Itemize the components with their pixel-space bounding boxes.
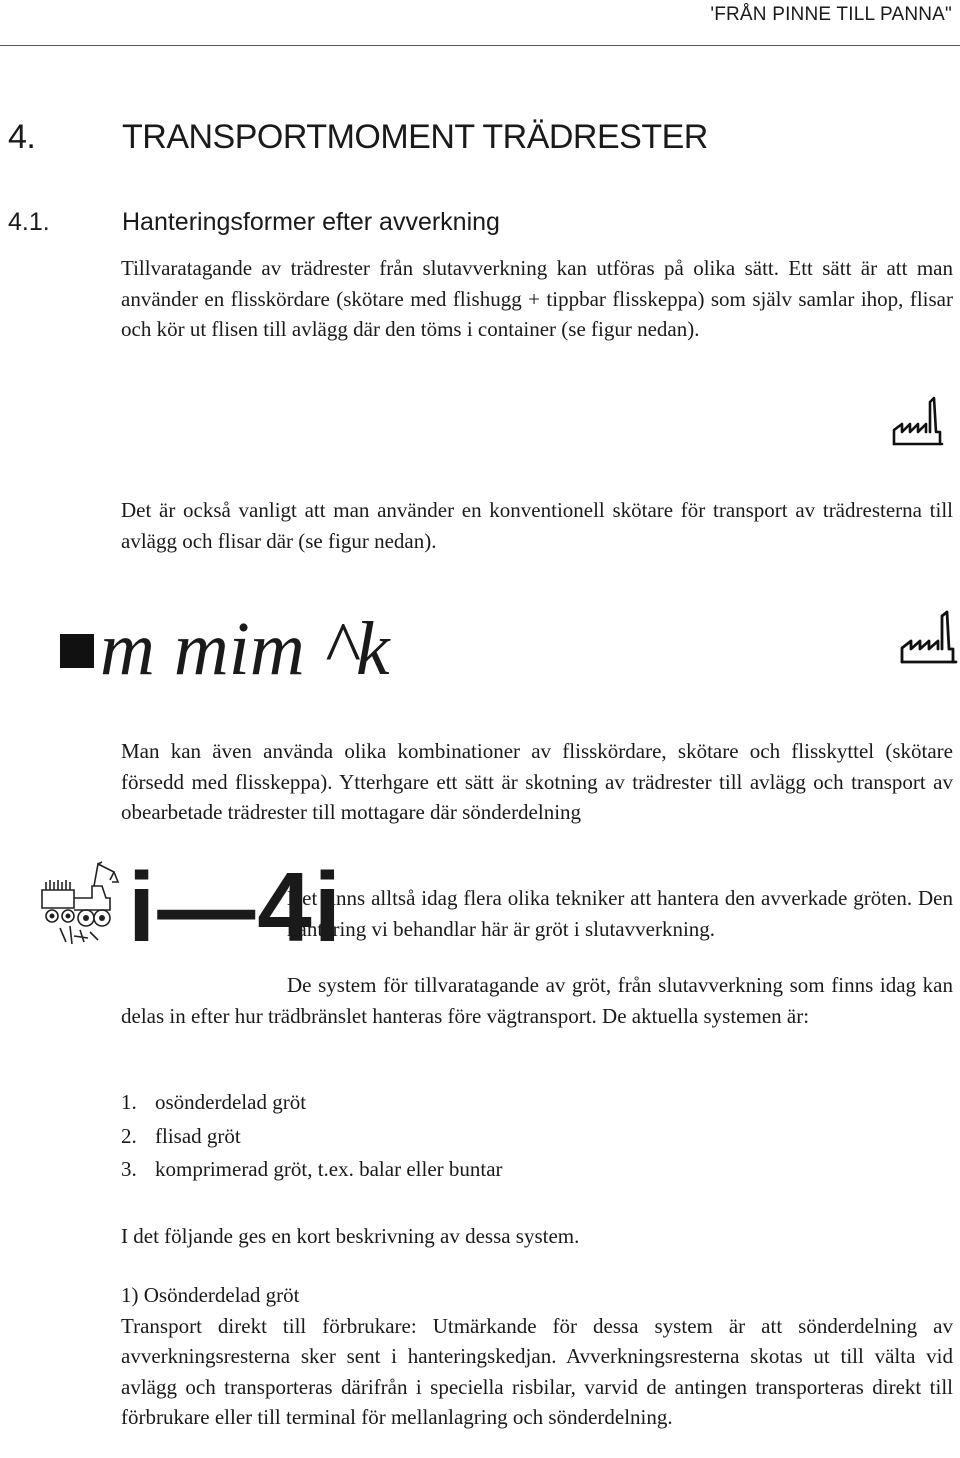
- section-number: 4.1.: [8, 208, 50, 236]
- section-heading: [8, 208, 500, 237]
- paragraph-4: Det finns alltså idag flera olika tekniker att hantera den avverkade gröten. Den hantering vi behandlar här är gröt i slutavverkning.: [287, 886, 953, 941]
- paragraph-6: I det följande ges en kort beskrivning av dessa system.: [121, 1224, 580, 1248]
- list-item: 1. osönderdelad gröt: [121, 1090, 307, 1114]
- chapter-title: TRANSPORTMOMENT TRÄDRESTER: [122, 118, 708, 156]
- forwarder-machine-icon: [40, 858, 130, 948]
- black-square-mark: [60, 634, 94, 668]
- header-divider: [0, 45, 960, 46]
- factory-icon: [890, 392, 946, 450]
- paragraph-2: Det är också vanligt att man använder en konventionell skötare för transport av trädresterna till avlägg och flisar där (se figur nedan).: [121, 498, 953, 553]
- chapter-heading: [8, 118, 708, 157]
- figure-ocr-text: i—4i: [128, 852, 343, 962]
- list-item: 3. komprimerad gröt, t.ex. balar eller buntar: [121, 1157, 503, 1181]
- figure-ocr-text: m mim ^k: [60, 604, 390, 694]
- factory-icon: [898, 606, 960, 668]
- chapter-number: 4.: [8, 118, 36, 156]
- paragraph-1: Tillvaratagande av trädrester från slutavverkning kan utföras på olika sätt. Ett sätt är att man använder en flisskördare (skötare med flishugg + tippbar flisskeppa) som själv samlar ihop, flisar och kör ut flisen till avlägg där den töms i container (se figur nedan).: [121, 256, 953, 341]
- running-header: 'FRÅN PINNE TILL PANNA": [710, 4, 952, 25]
- list-item: 2. flisad gröt: [121, 1124, 241, 1148]
- section-title: Hanteringsformer efter avverkning: [122, 208, 500, 236]
- paragraph-7: 1) Osönderdelad gröt Transport direkt till förbrukare: Utmärkande för dessa system är att sönderdelning av avverkningsresterna sker sent i hanteringskedjan. Avverkningsresterna skotas ut till välta vid avlägg och transporteras därifrån i speciella risbilar, varvid de antingen transporteras direkt till förbrukare eller till terminal för mellanlagring och sönderdelning.: [121, 1280, 953, 1433]
- paragraph-3: Man kan även använda olika kombinationer av flisskördare, skötare och flisskyttel (skötare försedd med flisskeppa). Ytterhgare ett sätt är skotning av trädrester till avlägg och transport av obearbetade trädrester till mottagare där sönderdelning: [121, 739, 953, 824]
- paragraph-5: De system för tillvaratagande av gröt, från slutavverkning som finns idag kan delas in efter hur trädbränslet hanteras före vägtransport. De aktuella systemen är:: [121, 973, 953, 1028]
- subsection-heading: 1) Osönderdelad gröt: [121, 1283, 300, 1307]
